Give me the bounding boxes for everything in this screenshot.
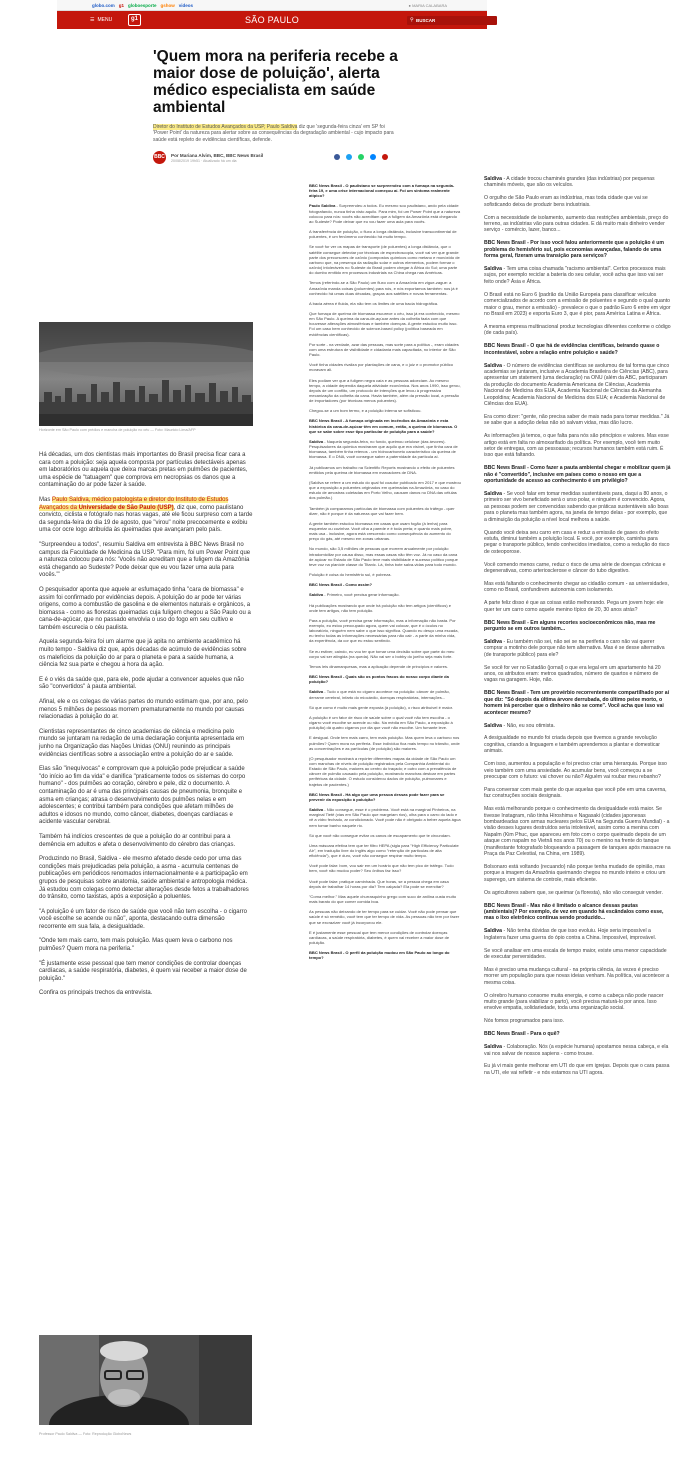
interview-column-right	[484, 176, 671, 1083]
paragraph: "Surpreendeu a todos", resumiu Saldiva em entrevista à BBC News Brasil no campus da Faculdade de Medicina da USP. "Para mim, foi um Power Point que a natureza colocou para nós: 'Vocês não acreditam que a fuligem da Amazônia está chegando ao Sudeste? Pode deixar que eu vou fazer uma aula para vocês.'"	[39, 541, 251, 579]
paragraph: Se você for ver os mapas de transporte (de poluentes) a longa distância, que o satélite consegue detectar por técnicas de espectroscopia, você vai ver que grande parte dos precursores de ozônio (compostos químicos como metano e monóxido de carbono que, na presença da radiação solar e outros elementos, podem formar o ozônio) intoleráveis no Sudeste do Brasil podem chegar à África do Sul; uma parte do dumbo emitido em processos industriais na China chega nas Américas.	[309, 244, 460, 276]
question-text: BBC News Brasil - Tem um provérbio recorrentemente compartilhado por aí que diz: "Só depois da última árvore derrubada, do último peixe morto, o homem irá perceber que o dinheiro não se come". Você acha que isso vai acontecer mesmo?	[484, 690, 670, 716]
paragraph: Também já comparamos partículas de biomassa com poluentes do tráfego - quer dizer, não é porque é da natureza que vai fazer bem.	[309, 505, 455, 516]
subhead-text: diz que 'segunda-feira cinza' em SP foi 'Power Point' da natureza para alertar sobre as consequências da degradação ambiental - cujo impacto para saúde está repleto de evidências científicas, defende.	[153, 124, 394, 143]
paragraph: Para conversar com mais gente do que aquelas que você pôe em uma caverna, faz construções sociais designais.	[484, 786, 667, 800]
paragraph: Afinal, ele e os colegas de várias partes do mundo estimam que, por ano, pelo menos 5 milhões de pessoas morrem prematuramente no mundo por causas relacionadas à poluição do ar.	[39, 699, 248, 721]
answer-text: - Eu também não sei, não sei se na periferia o caro não vai querer comprar a motinho dele porque não tem alternativa. Mas é se desse alternativa (de transporte público) para ele?	[484, 638, 665, 658]
paragraph: O orgulho de São Paulo eram as indústrias, mas toda cidade que vai se sofisticando deixa de produzir bens industriais.	[484, 195, 648, 208]
paragraph: A transferência de poluição, o fluxo a longa distância, inclusive transcontinental de poluentes, é um fenômeno conhecido há muito tempo.	[309, 229, 457, 240]
author-avatar: BBC	[153, 151, 166, 164]
answer-text: - Surpreendeu a todos. Eu mesmo sou paulistano, ando pela cidade fotografando, nunca tinha visto aquilo. Para mim, foi um Power Point que a natureza colocou para nós: vocês não acreditam que a fuligem da Amazônia está chegando ao Sudeste? Pode deixar que eu vou fazer uma aula para vocês.	[309, 203, 461, 224]
paragraph: (Saldiva se refere a um estudo do qual foi coautor publicado em 2017 e que mostrou que a exposição a poluentes originados em queimadas na Amazônia, no caso do estudo de amostras coletadas em Porto Velho, causam danos no DNA das células dos pulmão.)	[309, 479, 461, 501]
interview-answer	[484, 363, 671, 408]
interview-question	[309, 792, 461, 802]
photo-caption: Horizonte em São Paulo com prédios e mancha de poluição no céu — Foto: Mauricio Lima/AFP	[39, 428, 196, 432]
search-label: BUSCAR	[416, 18, 436, 23]
g1-logo[interactable]: g1	[128, 14, 141, 26]
paragraph: Há décadas, um dos cientistas mais importantes do Brasil precisa ficar cara a cara com a poluição: seja aquela composta por partículas detectáveis apenas em laboratórios ou aquela que deixa marcas pretas em pulmões de pacientes, uma espécie de "tatuagem" que comprova em necropsias os danos que a contaminação do ar pode fazer à saúde.	[39, 452, 248, 489]
article-body-left	[39, 452, 253, 1005]
user-account[interactable]	[409, 3, 447, 8]
portrait-illustration	[39, 1335, 252, 1425]
speaker-name: Saldiva	[484, 176, 503, 182]
paragraph: Era como dizer: "gente, não precisa saber de mais nada para tomar medidas." Já se sabe que a adoção delas não só salvam vidas, mas dão lucro.	[484, 413, 670, 427]
speaker-name: Saldiva	[309, 438, 324, 444]
interview-column-middle	[309, 183, 461, 966]
paragraph: Mas é preciso uma mudança cultural - na própria ciência, às vezes é preciso morrer um população para que novas ideias venham. Na política, vai acontecer a mesma coisa.	[484, 966, 670, 986]
paragraph: A gente também estudou biomassa em casas que usam fogão (à lenha) para esquentar ou cozinhar. Você olha a parede e é toda preta; e quanto mais pobre, mais usa - inclusive, agora está crescendo como consequência do aumento do preço do gás, até mesmo em zonas urbanas.	[309, 520, 453, 542]
paragraph: Produzindo no Brasil, Saldiva - ele mesmo afetado desde cedo por uma das condições mais prejudicadas pela poluição, a asma - acumula centenas de publicações em periódicos renomados internacionalmente e a participação em grupos de pesquisas sobre anatomia, saúde ambiental e antropologia médica. Já estudou com colegas como detectar alterações desde fetos a trabalhadores do trânsito, como taxistas, após a exposição a poluentes.	[39, 856, 249, 901]
paragraph: Por sorte - na verdade, azar das pessoas, mas sorte para a política -, eram cidades com uma estrutura de visibilidade e cidadania mais capacitada, no interior de São Paulo.	[309, 341, 459, 358]
interview-question	[484, 620, 671, 633]
paragraph: E desigual. Onde tem mais carro, tem mais poluição. Mas quem leva o carbono nos pulmões? Quem mora na periferia. Esse indivíduo fica mais tempo no trânsito, onde as concentrações e as partículas (de poluição) são maiores.	[309, 735, 460, 751]
question-text: BBC News Brasil - Em alguns recortes socioeconômicos não, mas me pergunto se em outros também...	[484, 619, 656, 633]
portal-links	[92, 3, 193, 8]
interview-question	[309, 418, 461, 433]
paragraph: "Coma melhor." Mas aquele churrasquinho grego com suco de anilina custa muito mais barato do que comer comida boa.	[309, 893, 457, 905]
paragraph: "Onde tem mais carro, tem mais poluição. Mas quem leva o carbono nos pulmões? Quem mora na periferia."	[39, 938, 233, 953]
question-text: BBC News Brasil - O perfil da poluição mudou em São Paulo ao longo do tempo?	[309, 950, 450, 961]
portal-link-g1[interactable]: g1	[118, 3, 125, 8]
interview-question	[309, 674, 461, 684]
skyline-photo[interactable]	[39, 322, 253, 426]
answer-text: - Não consegue, esse é o problema. Você está na marginal Pinheiros, na marginal Tietê (vias em São Paulo que margeiam rios), olha para o carro do lado e vê a vidro fechado, ar condicionado. Você pode não é obrigado a beber aquela água nem tomar banho naquele rio.	[309, 807, 461, 828]
question-text: BBC News Brasil - O que há de evidências científicas, beirando quase o incontestável, sobre a relação entre poluição e saúde?	[484, 343, 660, 356]
interview-question	[484, 465, 671, 484]
paragraph: E é o viés da saúde que, para ele, pode ajudar a convencer aqueles que não são "convertidos" à pauta ambiental.	[39, 676, 244, 691]
user-icon: ●	[408, 3, 411, 8]
paragraph: A bacia aérea é fluida, ela não tem os limites de uma bacia hidrográfica.	[309, 300, 439, 306]
paragraph: O Brasil está no Euro 6 (padrão da União Europeia para classificar veículos comercializados de acordo com a emissão de poluentes e segundo o qual quanto maior o grau, menor a emissão) - prevalece o que o padrão Euro 6 entre em vigor no Brasil em 2023) e exporta Euro 3, que é pior, para América Latina e África.	[484, 291, 671, 317]
speaker-name: Saldiva	[484, 362, 503, 369]
question-text: BBC News Brasil - Para o quê?	[484, 1031, 560, 1038]
question-text: BBC News Brasil - Por isso você falou anteriormente que a poluição é um problema do hemisfério sul, pois economias avançadas, falando de uma forma geral, fizeram uma transição para serviços?	[484, 240, 664, 260]
question-text: BBC News Brasil - A fumaça originada em incêndios da Amazônia e esta histórica da cana-de-açúcar têm em comum, então, a queima de biomassa. O que se sabe sobre esse tipo particular de poluição para a saúde?	[309, 418, 458, 434]
paragraph: Mas está melhorando porque o conhecimento da desigualdade está maior. Se tivesse Instagram, não tinha Hiroshima e Nagasaki (cidades japonesas bombardeadas com armas nucleares pelos EUA na Segunda Guerra Mundial) - a visão desses lugares destruídos seria intolerável, assim como a menina com Napalm (Kim Phuc, que apareceu em foto com o corpo queimado depois de um ataque com napalm no Vietnã nos anos 70) ou o menino na frente do tanque (manifestante fotografado bloqueando a passagem de tanques após massacre na Praça da Paz Celestial, na China, em 1989).	[484, 806, 671, 857]
paragraph: O pesquisador aponta que aquele ar esfumaçado tinha "cara de biomassa" e assim foi confirmado por evidências depois. A poluição do ar pode ter várias origens, como a combustão de gasolina e de elementos naturais e orgânicos, a biomassa - como as florestas queimadas cuja fuligem chegou a São Paulo ou a cana-de-açúcar, que no passado envolvia o uso do fogo em seu cultivo e também escurecia o céu paulista.	[39, 586, 251, 631]
interview-answer	[484, 491, 671, 523]
paragraph: Chegou-se a um bom termo, e a poluição interna se sofisticou.	[309, 408, 422, 414]
search-button[interactable]	[407, 16, 497, 25]
answer-text: - Tem uma coisa chamada "racismo ambiental". Certos processos mais sujos, por exemplo reciclar a bateria do seu celular, você acha que isso vai ser feito onde? Ásia e África.	[484, 266, 666, 285]
subhead-highlight: Diretor do Instituto de Estudos Avançados da USP, Paulo Saldiva	[153, 124, 298, 130]
top-bar	[57, 0, 487, 11]
paragraph: Os agricultores sabem que, se queimar (a floresta), não vão conseguir vender.	[484, 889, 663, 896]
search-icon: ⚲	[410, 17, 414, 23]
paragraph: E é justamente esse pessoal que tem menor condições de controlar doenças cardíacas, a saúde respiratória, diabetes, é quem vai receber a maior dose de poluição.	[309, 929, 450, 946]
speaker-name: Saldiva	[309, 807, 324, 813]
publish-date: 20/08/2019 19h51 · Atualizado há um dia	[171, 159, 237, 163]
question-text: BBC News Brasil - Como assim?	[309, 582, 372, 588]
interview-question	[484, 690, 671, 716]
question-text: BBC News Brasil - Há algo que uma pessoa dessas pode fazer para se prevenir da exposição à poluição?	[309, 791, 445, 802]
paragraph	[39, 497, 253, 535]
region-title[interactable]: SÃO PAULO	[244, 15, 300, 25]
paragraph: Que fumaça de queima de biomassa escurece o céu, isso já era conhecido, mesmo em São Paulo. A queima da cana-de-açúcar antes da colheita fazia com que houvesse alterações atmosféricas e também doenças. A gente estudou muito isso. Foi um caso bem conhecido de science-based policy (política baseada em evidências científicas).	[309, 310, 460, 337]
answer-text: - Não tenha dúvidas de que isso evoluiu. Hoje seria impossível a Inglaterra fazer uma guerra do ópio contra a China. Impossível, improvável.	[484, 928, 657, 941]
interview-answer	[309, 592, 461, 597]
question-text: BBC News Brasil - Quais são os pontos fracos do nosso corpo diante da poluição?	[309, 674, 449, 685]
paragraph: Eles podiam ver que a fuligem negra caía e as pessoas adoeciam. Ao mesmo tempo, a cidade dependia daquela atividade econômica. Nos anos 1990, isso gerou, depois de um conflito, um protocolo de intenções que levou à progressiva mecanização da colheita da cana. Havia também, além da pressão local, a pressão de importadores (por técnicas menos poluentes).	[309, 377, 461, 404]
interview-question	[484, 903, 671, 922]
paragraph-text: Mas	[39, 496, 53, 503]
paragraph: (O pesquisador mostrará a repórter diferentes mapas da cidade de São Paulo um com manchas de níveis de poluição registrados pela Companhia Ambiental do Estado de São Paulo, maiores ao centro do traçado; e outro com a prevalência de câncer de pulmão causado pela poluição, mostrando manchas destoar em partes periféricas da cidade. O estudo considerou dados de poluição, pulmonares e trajetos de pacientes.)	[309, 755, 457, 787]
paragraph: Temos (referindo-se a São Paulo) um fluxo com a Amazônia em zigue-zague: a Amazônia manda coisas (poluentes) para nós, e nós exportamos também: nos já é conhecido há umas duas décadas, graças aos satélites e novas ferramentas.	[309, 280, 458, 296]
speaker-name: Saldiva	[484, 491, 503, 498]
site-header	[57, 11, 487, 29]
paragraph: Se você analisar em uma escala de tempo maior, existe uma menor capacidade de executar perversidades.	[484, 947, 667, 960]
speaker-name: Saldiva	[484, 928, 503, 935]
paragraph: Aquela segunda-feira foi um alarme que já apita no ambiente acadêmico há muito tempo - Saldiva diz que, após décadas de acúmulo de evidências sobre os malefícios da poluição do ar para o planeta e para a saúde humana, a ciência fez sua parte e chegou a hora da ação.	[39, 639, 247, 669]
paragraph: Quando você deixa seu carro em casa e reduz a emissão de gases do efeito estufa, diminui também a poluição local. E você, por exemplo, caminha para pegar o transporte público, tendo conhecidos imediatos, como a redução do risco de osteoporose.	[484, 529, 670, 555]
paragraph: A parte feliz disso é que as coisas estão melhorando. Pega um jovem hoje: ele quer ter um carro como aquele menino típico de 20, 30 anos atrás?	[484, 600, 664, 613]
interview-question	[484, 343, 671, 356]
interview-question	[309, 582, 461, 587]
speaker-name: Saldiva	[484, 638, 503, 645]
answer-text: - Colaboração. Nós (a espécie humana) apostamos nessa cabeça, e ela vai nos salvar de nossos sapiens - como trouxe.	[484, 1044, 669, 1057]
photo-caption: Professor Paulo Saldiva — Foto: Reprodução GloboNews	[39, 1432, 132, 1436]
paragraph: Há publicações mostrando que onde há poluição não tem artigos (científicos) e onde tem artigos, não tem poluição.	[309, 602, 451, 613]
interview-answer	[309, 807, 461, 828]
interview-answer	[484, 266, 671, 285]
paragraph: Para a poluição, você precisa gerar informação, mas a informação não basta. Por exemplo, eu estou preocupado agora, quem vai colocar, que é o óculos no laboratório, ninguém nem sabe o que isso significa. Quando eu desço uma escada, eu tenho todas as informações necessárias para não cair - a parte da minha vida, da experiência, da cor que eu estou sentindo.	[309, 617, 459, 644]
paragraph: A mesma empresa multinacional produz tecnologias diferentes conforme o código (de cada país).	[484, 323, 671, 337]
paragraph: Poluição é coisa do hemisfério sul, é pobreza.	[309, 572, 392, 578]
paragraph: Você pode falar: pratique caminhada. Que horas, se a pessoa chega em casa depois de trabalhar 14 horas por dia? Tem calçada? Ela pode se exercitar?	[309, 878, 449, 889]
paragraph: Só que você não consegue evitar os canos de escapamento que te circundam.	[309, 832, 451, 838]
paragraph: As informações já temos, o que falta para nós são princípios e valores. Mas esse artigo está em falta no almoxarifado da política. Por exemplo, você tem muito setor de entregas, com as pessoasas; recursos humanos também está ruim. É isso que está faltando.	[484, 433, 669, 459]
paragraph: Só que como é muito mais gente exposta (à poluição), o risco atribuível é maior.	[309, 704, 453, 710]
paragraph-text: , diz que, como paulistano convicto, ciclista e fotógrafo nas horas vagas, até ele ficou surpreso com a tarde da segunda-feira do dia 19 de agosto, que "virou" noite precocemente e exibiu uma cor ocre logo atribuída às queimadas que avançaram pelo país.	[39, 504, 253, 534]
paragraph: Com isso, aumentou a população e foi preciso criar uma hierarquia. Porque isso veio também com uma ansiedade. Ao acumular bens, você começou a se preocupar com o futuro: vai chover ou não? Alguém vai roubar meu rebanho?	[484, 761, 667, 780]
share-bar	[334, 154, 388, 160]
paragraph: Uma máscara efetiva tem que ter filtro HEPA (sigla para "High Efficiency Particulate Air", em tradução livre do inglês algo como "retenção de partículas de alta eficiência"), que é duro, você não consegue respirar muito tempo.	[309, 842, 459, 859]
speaker-name: Saldiva	[309, 689, 324, 695]
whatsapp-icon[interactable]	[358, 154, 364, 160]
saldiva-photo[interactable]	[39, 1335, 252, 1425]
twitter-icon[interactable]	[346, 154, 352, 160]
user-name: MARIA CALABARA	[412, 3, 447, 8]
messenger-icon[interactable]	[370, 154, 376, 160]
answer-text: - A cidade trocou chaminés grandes (das indústrias) por pequenas chaminés móveis, que são os veículos.	[484, 176, 655, 189]
portal-link-globo[interactable]: globo.com	[92, 3, 115, 8]
interview-answer	[309, 203, 461, 224]
paragraph: Cientistas representantes de cinco academias de ciência e medicina pelo mundo se juntaram na redação de uma declaração conjunta apresentada em junho na Organização das Nações Unidas (ONU) reunindo as principais evidências científicas sobre a associação entre a poluição do ar e saúde.	[39, 728, 245, 758]
usp-link[interactable]: Universidade de São Paulo (USP)	[78, 504, 174, 511]
paragraph: Bolsonaro está voltando (recuando) não porque tenha mudado de opinião, mas porque a imagem da Amazônia queimando chegou no mundo inteiro e criou um superego, um sistema de controle, mais eficiente.	[484, 863, 666, 883]
skyline-silhouette	[39, 322, 253, 426]
answer-text: - Naquela segunda-feira, no fundo, queimou celulose (das árvores). Pesquisadores da química mostraram que aquilo que era visível, que tinha cara de biomassa, também tinha retenos - um hidrocarboneto característico da queima de biomassa. E o DNA, você consegue saber a paternidade da partícula aí.	[309, 438, 458, 460]
answer-text: - Não, eu sou otimista.	[502, 722, 555, 729]
paragraph: As pessoas não deixando de ter tempo para se cuidar. Você não pode pensar que saúde é só remédio, você tem que ter tempo de vida. As pessoas não tem por fazer que se excrazizer você já incorporou ele.	[309, 909, 460, 925]
paragraph: No mundo, são 3,5 milhões de pessoas que morrem anualmente por poluição intradomiciliar por causa disso, mas essas casas não têm voz. Já no caso da cana de açúcar no Estado de São Paulo teve mais visibilidade e sucesso político porque teve voz na planície classe do Titanic. Lá, tinha bote salva-vidas para todo mundo.	[309, 546, 458, 567]
paragraph: Mas está faltando o conhecimento chegar ao cidadão comum - as universidades, como no Brasil, confundirem autonomia com isolamento.	[484, 581, 669, 594]
portal-link-globoesporte[interactable]: globoesporte	[128, 3, 157, 8]
speaker-name: Saldiva	[484, 722, 503, 729]
interview-question	[309, 950, 461, 960]
pinterest-icon[interactable]	[382, 154, 388, 160]
paragraph: Se você for ver no Estadão (jornal) o que era legal em um apartamento há 20 anos, os atributos eram: metros quadrados, número de quartos e número de vagas na garagem. Hoje, não.	[484, 664, 661, 684]
interview-question	[484, 1031, 671, 1037]
interview-answer	[484, 723, 671, 729]
paragraph: Elas são "inequívocas" e comprovam que a poluição pode prejudicar a saúde "do início ao fim da vida" e danifica "praticamente todos os sistemas do corpo humano" - dos pulmões ao coração, cérebro e pele, diz o documento. A contaminação do ar é uma das principais causas de pneumonia, bronquite e asma em crianças; atrasa o desenvolvimento dos pulmões nelas e em adolescentes; e contribui também para condições que afetam milhões de adultos e idosos no mundo, como câncer, diabetes, doenças cardíacas e acidente vascular cerebral.	[39, 766, 246, 826]
interview-answer	[484, 1044, 671, 1057]
portal-link-videos[interactable]: videos	[178, 3, 194, 8]
interview-answer	[484, 176, 671, 189]
interview-answer	[484, 928, 671, 941]
speaker-name: Saldiva	[484, 1044, 503, 1051]
paragraph: Você tinha cidades rivaliza por plantações de cana, e o juiz e o promotor público moravam ali.	[309, 362, 453, 373]
facebook-icon[interactable]	[334, 154, 340, 160]
portal-link-gshow[interactable]: gshow	[160, 3, 175, 8]
interview-question	[484, 240, 671, 259]
paragraph: Você pode falar: bom, vou sair em um horário que não tem pico de tráfego. Tudo bem, você não mudou poder? Seu ônibus faz isso?	[309, 863, 454, 874]
highlight-text: Paulo Saldiva, médico patologista e diretor do Instituto de Estudos Avançados da	[39, 496, 229, 511]
interview-question	[309, 183, 461, 198]
subheadline	[153, 124, 399, 143]
headline: 'Quem mora na periferia recebe a maior dose de poluição', alerta médico especialista em saúde ambiental	[153, 48, 398, 116]
speaker-name: Paulo Saldiva	[309, 203, 336, 209]
speaker-name: Saldiva	[484, 266, 503, 273]
paragraph: "É justamente esse pessoal que tem menor condições de controlar doenças cardíacas, a saúde respiratória, diabetes, é quem vai receber a maior dose de poluição."	[39, 960, 247, 982]
paragraph: Eu já vi mais gente melhorar em UTI do que em igrejas. Depois que o cara passa na UTI, ele vai refletir - e nós estamos na UTI agora.	[484, 1063, 670, 1076]
paragraph: Você comendo menos carne, reduz o risco de uma série de doenças crônicas e degenerativas, como arteriosclerose e câncer do tubo digestivo.	[484, 561, 666, 575]
paragraph: A poluição é um fator de risco de saúde sobre o qual você não tem escolha - o cigarro você escolhe se acende ou não. Na média em São Paulo, a exposição à poluição) dá quatro cigarros por dia que você não escolhe. Um fumante leve.	[309, 714, 453, 731]
hamburger-icon: ☰	[90, 17, 95, 23]
paragraph: Também há indícios crescentes de que a poluição do ar contribui para a demência em adultos e afeta o desenvolvimento do cérebro das crianças.	[39, 833, 236, 848]
answer-text: - O número de evidências científicas se avolumou de tal forma que cinco academias se juntaram, inclusive a Academia Brasileira de Ciências (ABC), para apresentar um statement (uma declaração) na ONU (além da ABC, participaram da produção do documento Academia Americana de Ciências, Academia Nacional de Medicina dos EUA, Academia Nacional de Ciências da Alemanha Leopoldina; Academia Nacional de Medicina dos EUA; e Academia Nacional de Ciências dos EUA).	[484, 362, 670, 407]
paragraph: Já publicamos um trabalho na Scientific Reports mostrando o efeito de poluentes emitidos pela queima de biomassa em marcadores de DNA.	[309, 464, 455, 475]
menu-label: MENU	[97, 17, 113, 23]
interview-answer	[309, 439, 461, 460]
author-name: Por Mariana Alvim, BBC, BBC News Brasil	[171, 153, 264, 158]
interview-answer	[309, 689, 461, 699]
question-text: BBC News Brasil - Como fazer a pauta ambiental chegar e mobilizar quem já não é "convertido", inclusive em países como o nosso em que a oportunidade de acesso ao conhecimento é um privilégio?	[484, 465, 671, 485]
paragraph: O cérebro humano consome muita energia, e como a cabeça não pode nascer muito grande (para viabilizar o parto), você precisa maturá-lo por anos. Isso envolve empatia, solidariedade, toda uma organização social.	[484, 992, 664, 1012]
article-header	[153, 48, 401, 116]
question-text: BBC News Brasil - Mas não é limitado o alcance dessas pautas (ambientais)? Por exemplo, de vez em quando há escândalos como esse, mas o lixo eletrônico continua sendo produzido...	[484, 902, 664, 922]
paragraph: Se eu estiver, caindo, eu vou ter que tomar uma decisão sobre que parte do meu corpo vai ser atingida (na queda). Não vai ser o bobby do joelho seja mais forte.	[309, 648, 455, 659]
speaker-name: Saldiva	[309, 592, 324, 598]
answer-text: - Primeiro, você precisa gerar informação.	[323, 592, 400, 598]
paragraph: Confira os principais trechos da entrevista.	[39, 990, 153, 997]
paragraph: "A poluição é um fator de risco de saúde que você não tem escolha - o cigarro você escolhe se acende ou não", aponta, destacando outra dimensão recorrente em sua fala, a desigualdade.	[39, 908, 247, 930]
question-text: BBC News Brasil - O paulistano se surpreendeu com a fumaça na segunda-feira 19, e uma crise internacional começou aí. Foi um sintoma realmente atípico?	[309, 183, 455, 199]
interview-answer	[484, 639, 671, 658]
answer-text: - Se você falar em tomar medidas sustentáveis para, daqui a 80 anos, o primeiro ser vivo beneficiado será o urso polar, e ninguém é convencido. Agora, as pessoas podem ser convencidas sabendo que práticas sustentáveis são boas para o planeta mas também agora, na janela de tempo delas - por exemplo, que a diminuição da poluição a nível local melhora a saúde.	[484, 491, 669, 523]
paragraph: Temos leis dinamarquesas, mas a aplicação depende de princípios e valores.	[309, 663, 449, 669]
paragraph: A desigualdade no mundo foi criada depois que tivemos a grande revolução cognitiva, criando a linguagem e também aprendemos a plantar e domesticar animais.	[484, 735, 661, 755]
paragraph: Nós fomos programados para isso.	[484, 1018, 565, 1025]
paragraph: Com a necessidade de isolamento, aumento das restrições ambientais, preço do terreno, as indústrias vão para outras cidades. E dá muito mais dinheiro vender serviço - comércio, lazer, banco...	[484, 214, 669, 234]
answer-text: - Tudo o que está no cigarro acontece na poluição: câncer de pulmão, derrame cerebral, infarto do miocárdio, doenças respiratórias, internações...	[309, 689, 450, 700]
